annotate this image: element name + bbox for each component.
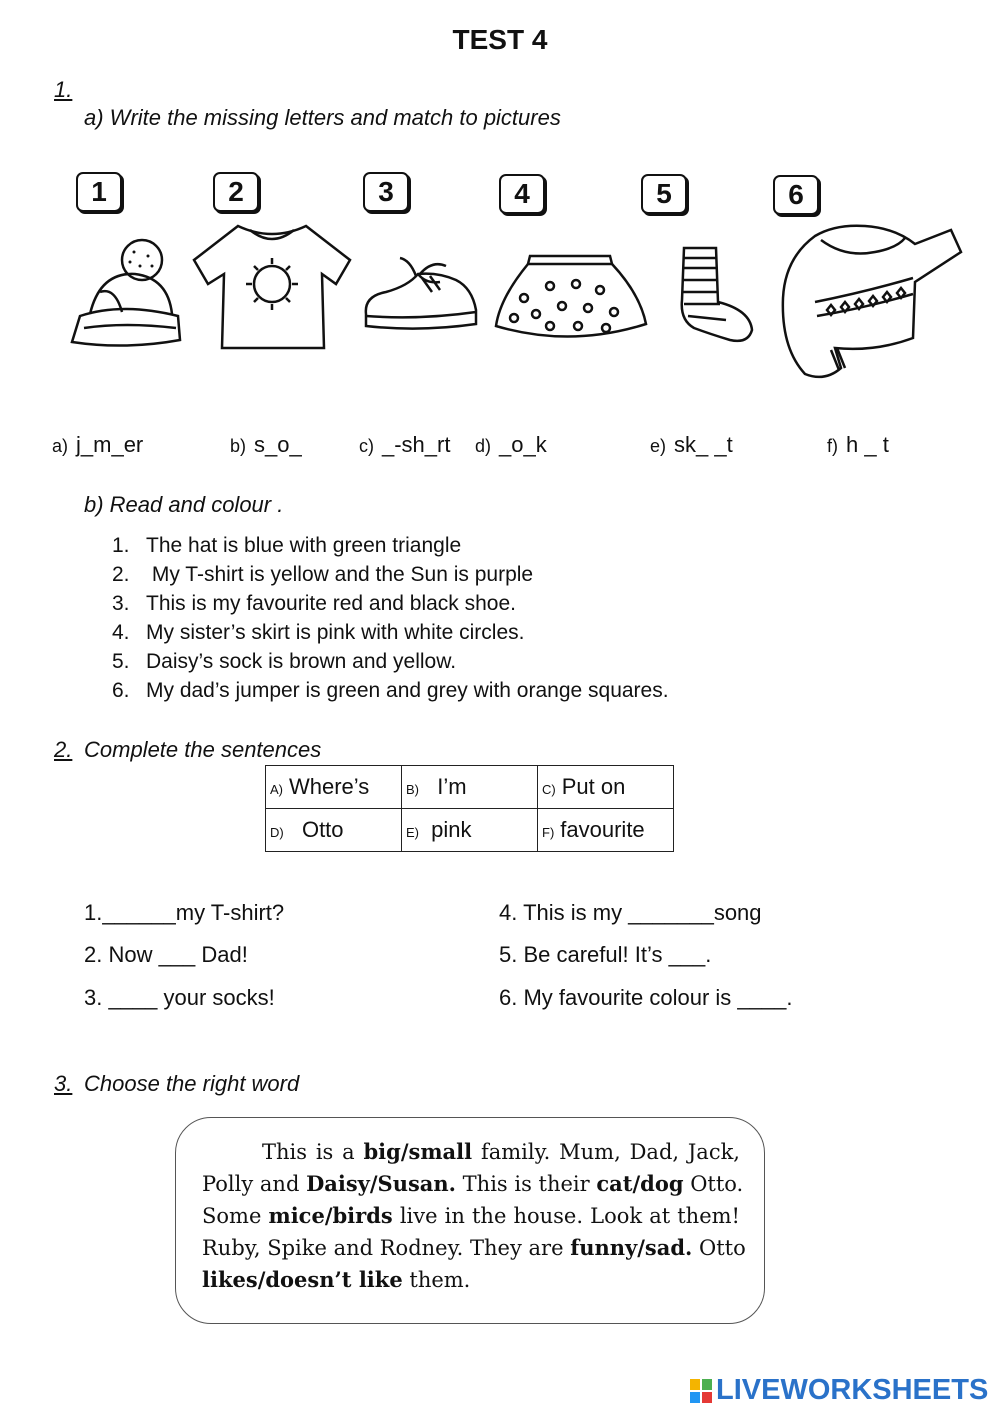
word-bank-cell: C) Put on xyxy=(538,766,674,809)
word-bank-cell: E) pink xyxy=(402,809,538,852)
story-line: Ruby, Spike and Rodney. They are funny/sad. Otto xyxy=(202,1235,746,1260)
story-line: Polly and Daisy/Susan. This is their cat/dog Otto. xyxy=(202,1171,744,1196)
section-3-heading: Choose the right word xyxy=(84,1071,300,1096)
word-option-e: e) sk_ _t xyxy=(650,432,733,457)
liveworksheets-logo-icon xyxy=(690,1379,712,1403)
picture-number-6: 6 xyxy=(773,175,819,215)
tshirt-icon xyxy=(190,218,355,358)
list-item: 1. The hat is blue with green triangle xyxy=(112,534,462,557)
section-3-number: 3. xyxy=(54,1071,73,1096)
word-option-a: a) j_m_er xyxy=(52,432,144,457)
picture-number-2: 2 xyxy=(213,172,259,212)
word-bank-table xyxy=(265,765,674,852)
picture-number-3: 3 xyxy=(363,172,409,212)
list-item: 2. My T-shirt is yellow and the Sun is purple xyxy=(112,563,534,586)
colour-sentence-list xyxy=(112,531,669,705)
fill-sentence-1: 1.______my T-shirt? xyxy=(84,900,285,925)
fill-sentence-2: 2. Now ___ Dad! xyxy=(84,942,248,967)
word-bank-cell: D) Otto xyxy=(266,809,402,852)
skirt-icon xyxy=(490,248,650,348)
page-title: TEST 4 xyxy=(452,24,548,55)
word-option-c: c) _-sh_rt xyxy=(359,432,451,457)
section-2-number: 2. xyxy=(54,737,73,762)
story-line: This is a big/small family. Mum, Dad, Jack, xyxy=(262,1139,740,1164)
hat-icon xyxy=(60,232,185,357)
story-box xyxy=(175,1117,765,1324)
section-1b-instruction: b) Read and colour . xyxy=(84,492,284,517)
sock-icon xyxy=(670,240,760,350)
table-row xyxy=(266,809,674,852)
section-2-heading: Complete the sentences xyxy=(84,737,322,762)
word-option-b: b) s_o_ xyxy=(230,432,302,457)
story-line: Some mice/birds live in the house. Look at them! xyxy=(202,1203,740,1228)
jumper-icon xyxy=(775,218,965,383)
word-option-d: d) _o_k xyxy=(475,432,547,457)
list-item: 6. My dad’s jumper is green and grey with orange squares. xyxy=(112,679,669,702)
picture-number-4: 4 xyxy=(499,174,545,214)
table-row xyxy=(266,766,674,809)
section-1-number: 1. xyxy=(54,77,73,102)
word-option-f: f) h _ t xyxy=(827,432,889,457)
list-item: 4. My sister’s skirt is pink with white circles. xyxy=(112,621,525,644)
picture-number-5: 5 xyxy=(641,174,687,214)
fill-sentence-3: 3. ____ your socks! xyxy=(84,985,275,1010)
word-bank-cell: A) Where’s xyxy=(266,766,402,809)
shoe-icon xyxy=(360,252,482,336)
story-line: likes/doesn’t like them. xyxy=(202,1267,471,1292)
fill-sentence-4: 4. This is my _______song xyxy=(499,900,762,925)
list-item: 5. Daisy’s sock is brown and yellow. xyxy=(112,650,457,673)
fill-sentence-5: 5. Be careful! It’s ___. xyxy=(499,942,712,967)
list-item: 3. This is my favourite red and black shoe. xyxy=(112,592,517,615)
fill-sentence-6: 6. My favourite colour is ____. xyxy=(499,985,793,1010)
section-1a-instruction: a) Write the missing letters and match to pictures xyxy=(84,105,561,130)
picture-number-1: 1 xyxy=(76,172,122,212)
word-bank-cell: B) I’m xyxy=(402,766,538,809)
liveworksheets-logo-text[interactable]: LIVEWORKSHEETS xyxy=(716,1374,989,1406)
word-bank-cell: F) favourite xyxy=(538,809,674,852)
